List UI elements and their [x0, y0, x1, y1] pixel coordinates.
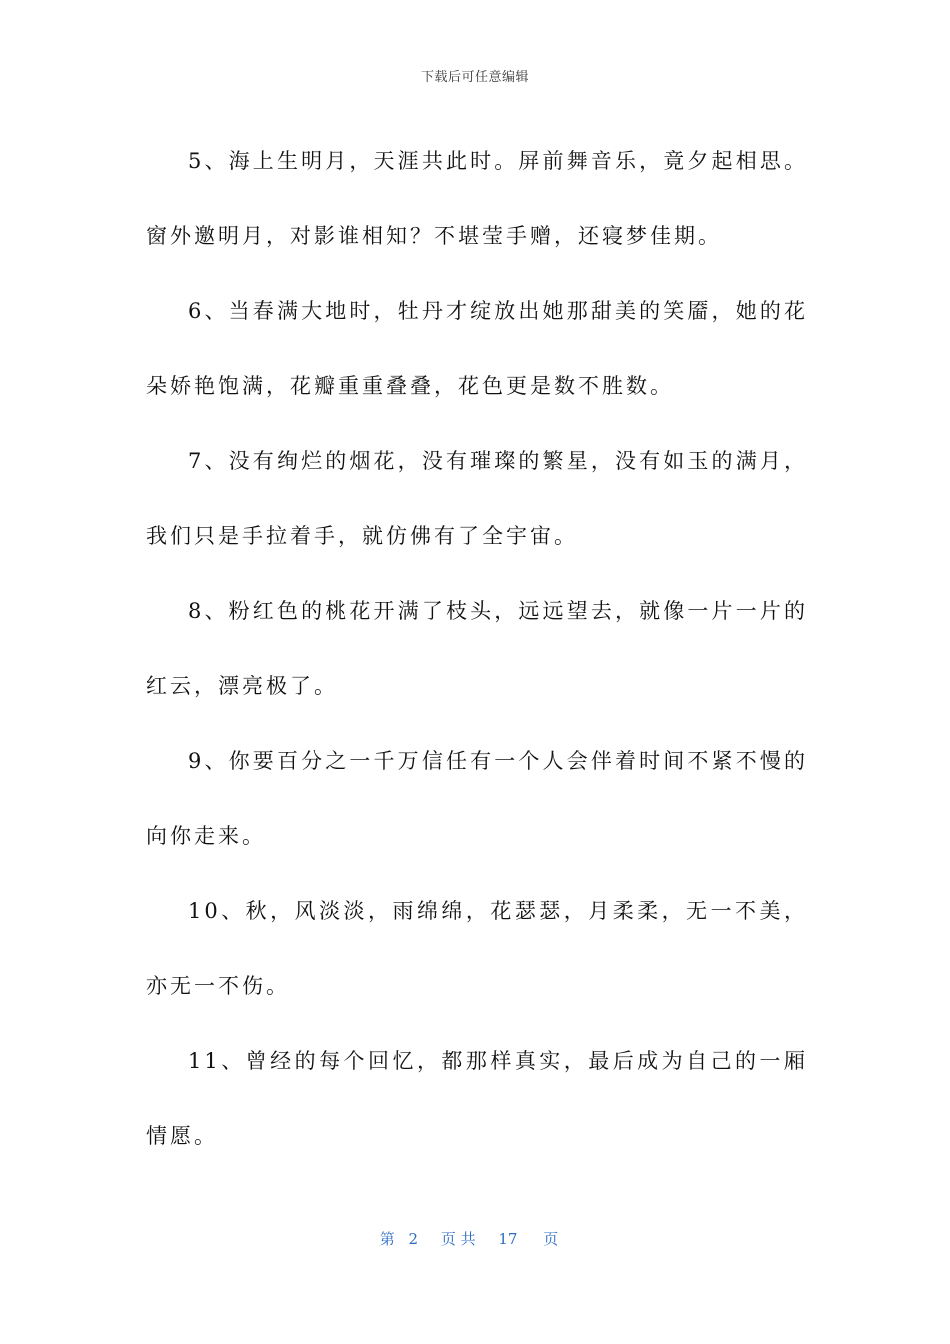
- footer-current-page: 2: [408, 1230, 419, 1248]
- paragraph-9: 9、你要百分之一千万信任有一个人会伴着时间不紧不慢的向你走来。: [146, 749, 808, 848]
- footer-prefix: 第: [379, 1230, 395, 1248]
- paragraph-5: 5、海上生明月，天涯共此时。屏前舞音乐，竟夕起相思。窗外邀明月，对影谁相知？不堪莹手赠，还寝梦佳期。: [146, 149, 808, 248]
- paragraph-10: 10、秋，风淡淡，雨绵绵，花瑟瑟，月柔柔，无一不美，亦无一不伤。: [146, 899, 808, 998]
- paragraph-6: 6、当春满大地时，牡丹才绽放出她那甜美的笑靥，她的花朵娇艳饱满，花瓣重重叠叠，花色更是数不胜数。: [146, 299, 808, 398]
- page-footer: [0, 1228, 950, 1249]
- paragraph-11: 11、曾经的每个回忆，都那样真实，最后成为自己的一厢情愿。: [146, 1049, 808, 1148]
- footer-middle: 页 共: [440, 1230, 476, 1248]
- footer-suffix: 页: [543, 1230, 559, 1248]
- header-note: 下载后可任意编辑: [420, 70, 529, 85]
- footer-total-pages: 17: [498, 1230, 518, 1248]
- document-body: [146, 124, 808, 1174]
- paragraph-7: 7、没有绚烂的烟花，没有璀璨的繁星，没有如玉的满月，我们只是手拉着手，就仿佛有了全宇宙。: [146, 449, 808, 548]
- paragraph-8: 8、粉红色的桃花开满了枝头，远远望去，就像一片一片的红云，漂亮极了。: [146, 599, 808, 698]
